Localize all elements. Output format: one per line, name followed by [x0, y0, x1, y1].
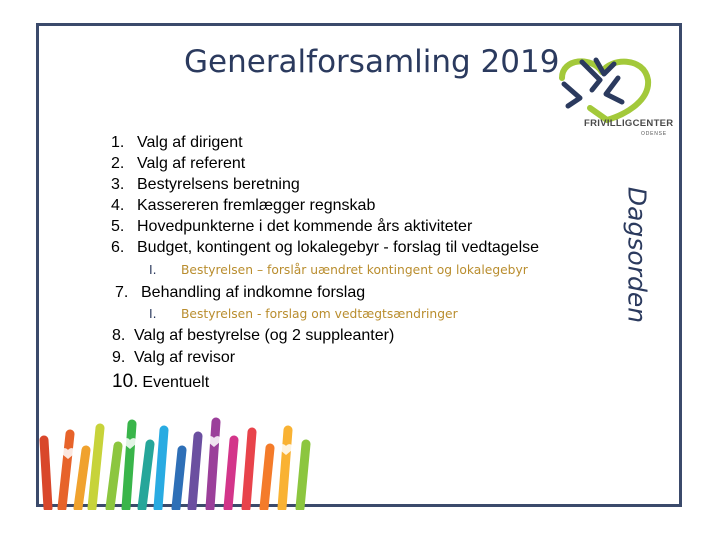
agenda-item: 5. Hovedpunkterne i det kommende års aktiviteter — [111, 218, 473, 235]
agenda-item: 4. Kassereren fremlægger regnskab — [111, 197, 376, 214]
logo-city: ODENSE — [641, 131, 667, 137]
raised-hands-illustration — [30, 410, 330, 510]
slide-title: Generalforsamling 2019 — [184, 44, 560, 80]
agenda-item: 6. Budget, kontingent og lokalegebyr - forslag til vedtagelse — [111, 239, 540, 256]
agenda-item: 10. Eventuelt — [112, 371, 210, 392]
agenda-item: 3. Bestyrelsens beretning — [111, 176, 300, 193]
agenda-item: 7. Behandling af indkomne forslag — [115, 284, 366, 301]
logo-name: FRIVILLIGCENTER — [584, 118, 674, 129]
agenda-subitem: I. Bestyrelsen - forslag om vedtægtsændringer — [149, 307, 458, 321]
agenda-item: 2. Valg af referent — [111, 155, 246, 172]
agenda-item: 9. Valg af revisor — [112, 349, 236, 366]
agenda-item: 8. Valg af bestyrelse (og 2 suppleanter) — [112, 327, 395, 344]
side-label: Dagsorden — [622, 186, 652, 324]
agenda-item: 1. Valg af dirigent — [111, 134, 243, 151]
agenda-subitem: I. Bestyrelsen – forslår uændret kontingent og lokalegebyr — [149, 263, 528, 277]
